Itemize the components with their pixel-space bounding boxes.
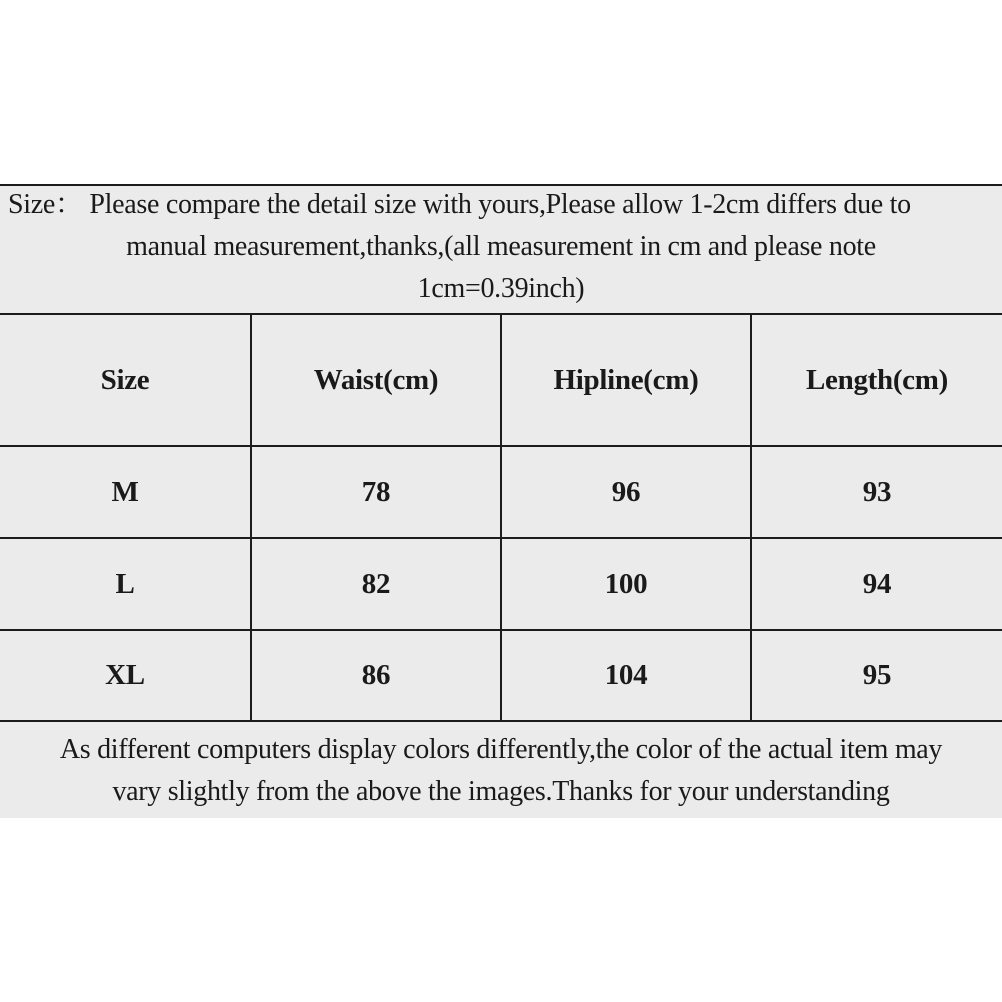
color-disclaimer [0, 729, 1002, 817]
table-cell-length: 94 [862, 567, 892, 600]
column-header-size: Size [100, 363, 150, 396]
table-cell-waist: 82 [361, 567, 391, 600]
size-note-line-2: manual measurement,thanks,(all measurement in cm and please note [126, 231, 876, 262]
table-cell-size: L [115, 567, 135, 600]
column-header-hipline: Hipline(cm) [553, 363, 699, 396]
table-cell-size: XL [105, 659, 145, 691]
table-cell-hipline: 100 [604, 567, 648, 600]
table-cell-size: M [111, 475, 139, 508]
table-cell-hipline: 96 [611, 475, 641, 508]
table-cell-length: 95 [862, 659, 892, 691]
size-note-line-3: 1cm=0.39inch) [417, 273, 585, 304]
column-header-length: Length(cm) [806, 363, 948, 396]
table-cell-hipline: 104 [604, 659, 648, 691]
table-cell-waist: 78 [361, 475, 391, 508]
color-disclaimer-line-2: vary slightly from the above the images.Thanks for your understanding [112, 776, 890, 807]
table-cell-length: 93 [862, 475, 892, 508]
column-header-waist: Waist(cm) [313, 363, 439, 396]
color-disclaimer-line-1: As different computers display colors differently,the color of the actual item may [59, 734, 943, 765]
table-cell-waist: 86 [361, 659, 391, 691]
size-note-line-1: Size： Please compare the detail size with yours,Please allow 1-2cm differs due to [8, 189, 911, 220]
size-note [0, 184, 1002, 313]
